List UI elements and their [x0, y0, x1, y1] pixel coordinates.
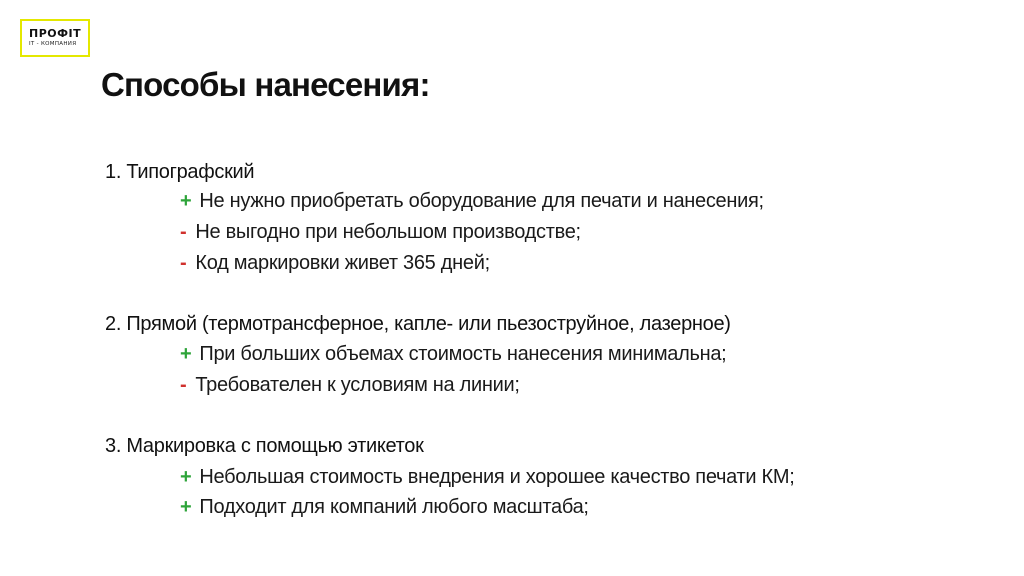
- plus-sign: +: [180, 190, 192, 212]
- slide-title: Способы нанесения:: [101, 66, 430, 103]
- method-heading-labels: [105, 435, 424, 458]
- list-item-text: Подходит для компаний любого масштаба;: [199, 496, 589, 518]
- logo-tagline: IT - КОМПАНИЯ: [29, 41, 77, 47]
- method-title: 1. Типографский: [105, 161, 255, 183]
- minus-sign: -: [180, 374, 187, 396]
- list-item: [180, 190, 764, 213]
- list-item: [180, 221, 581, 244]
- list-item-text: Небольшая стоимость внедрения и хорошее качество печати КМ;: [199, 466, 795, 488]
- plus-sign: +: [180, 496, 192, 518]
- list-item-text: При больших объемах стоимость нанесения минимальна;: [199, 343, 727, 365]
- plus-sign: +: [180, 343, 192, 365]
- list-item: [180, 496, 589, 519]
- plus-sign: +: [180, 466, 192, 488]
- method-heading-direct: [105, 313, 731, 336]
- logo-name: ПРОФIT: [29, 27, 82, 40]
- method-heading-typographic: [105, 161, 254, 184]
- list-item: [180, 374, 520, 397]
- list-item-text: Код маркировки живет 365 дней;: [195, 252, 490, 274]
- list-item: [180, 252, 490, 275]
- minus-sign: -: [180, 221, 187, 243]
- list-item-text: Не нужно приобретать оборудование для печати и нанесения;: [199, 190, 764, 212]
- list-item: [180, 343, 726, 366]
- company-logo: [20, 19, 90, 57]
- method-description: (термотрансферное, капле- или пьезоструйное, лазерное): [196, 313, 731, 335]
- method-title: 3. Маркировка с помощью этикеток: [105, 435, 424, 457]
- list-item-text: Требователен к условиям на линии;: [195, 374, 520, 396]
- method-title: 2. Прямой: [105, 313, 197, 335]
- minus-sign: -: [180, 252, 187, 274]
- list-item-text: Не выгодно при небольшом производстве;: [195, 221, 581, 243]
- list-item: [180, 466, 794, 489]
